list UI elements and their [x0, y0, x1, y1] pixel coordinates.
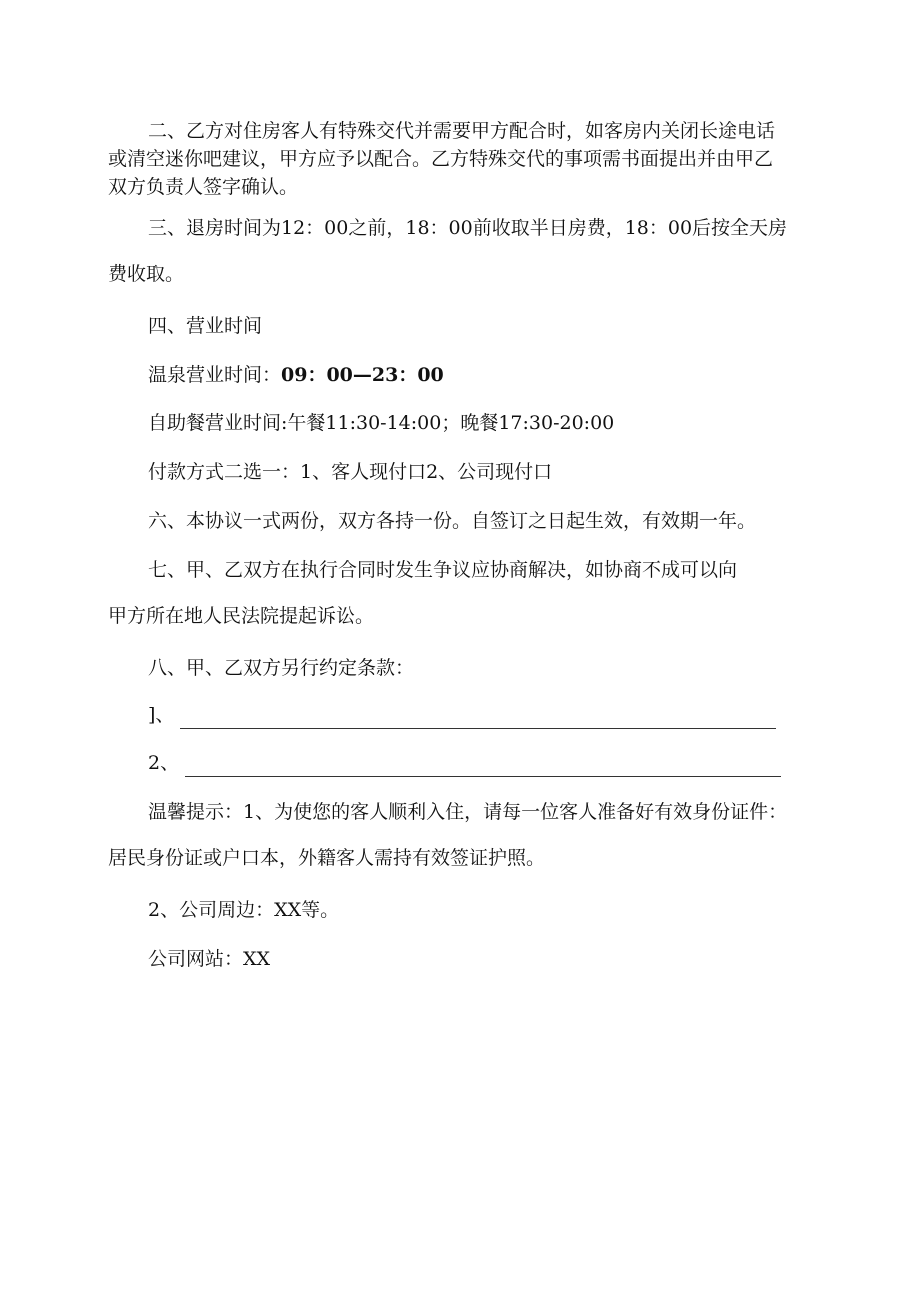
clause-seven: [108, 556, 868, 648]
clause-seven-line-2: 甲方所在地人民法院提起诉讼。: [108, 605, 375, 627]
extra-term-1-blank[interactable]: [180, 708, 776, 729]
warm-tip-line-1: 温馨提示：1、为使您的客人顺利入住，请每一位客人准备好有效身份证件：: [148, 801, 788, 823]
clause-six: [108, 507, 868, 535]
company-surroundings-text: 2、公司周边：XX等。: [148, 899, 340, 921]
company-surroundings: [108, 896, 868, 924]
clause-eight-text: 八、甲、乙双方另行约定条款：: [148, 657, 415, 679]
warm-tip-line-2: 居民身份证或户口本，外籍客人需持有效签证护照。: [108, 847, 546, 869]
warm-tip: [108, 798, 868, 890]
hot-spring-hours-line: [148, 361, 868, 389]
clause-two-line-2: 或清空迷你吧建议，甲方应予以配合。乙方特殊交代的事项需书面提出并由甲乙: [108, 148, 774, 170]
payment-method: [108, 458, 868, 486]
clause-eight: [108, 654, 868, 682]
extra-term-1: [148, 701, 776, 729]
payment-method-text: 付款方式二选一：1、客人现付口2、公司现付口: [148, 461, 553, 483]
buffet-hours: [108, 409, 868, 437]
hot-spring-hours: [108, 361, 868, 389]
company-website: [108, 945, 868, 973]
clause-four: [108, 312, 868, 340]
clause-three: [108, 214, 868, 306]
hot-spring-label: 温泉营业时间：: [148, 364, 282, 386]
extra-term-2: [148, 749, 781, 777]
extra-term-2-label: 2、: [148, 752, 180, 774]
clause-two-line-3: 双方负责人签字确认。: [108, 176, 299, 198]
clause-two: [108, 117, 868, 201]
clause-seven-line-1: 七、甲、乙双方在执行合同时发生争议应协商解决，如协商不成可以向: [148, 559, 738, 581]
extra-term-2-blank[interactable]: [185, 756, 781, 777]
hot-spring-time: 09：00—23：00: [281, 364, 444, 386]
clause-three-line-1: 三、退房时间为12：00之前，18：00前收取半日房费，18：00后按全天房: [148, 217, 788, 239]
company-website-text: 公司网站：XX: [148, 948, 271, 970]
clause-four-text: 四、营业时间: [148, 315, 263, 337]
buffet-hours-text: 自助餐营业时间:午餐11:30-14:00；晚餐17:30-20:00: [148, 412, 615, 434]
clause-six-text: 六、本协议一式两份，双方各持一份。自签订之日起生效，有效期一年。: [148, 510, 757, 532]
clause-three-line-2: 费收取。: [108, 263, 185, 285]
extra-term-1-label: ]、: [148, 704, 175, 726]
clause-two-line-1: 二、乙方对住房客人有特殊交代并需要甲方配合时，如客房内关闭长途电话: [148, 120, 776, 142]
